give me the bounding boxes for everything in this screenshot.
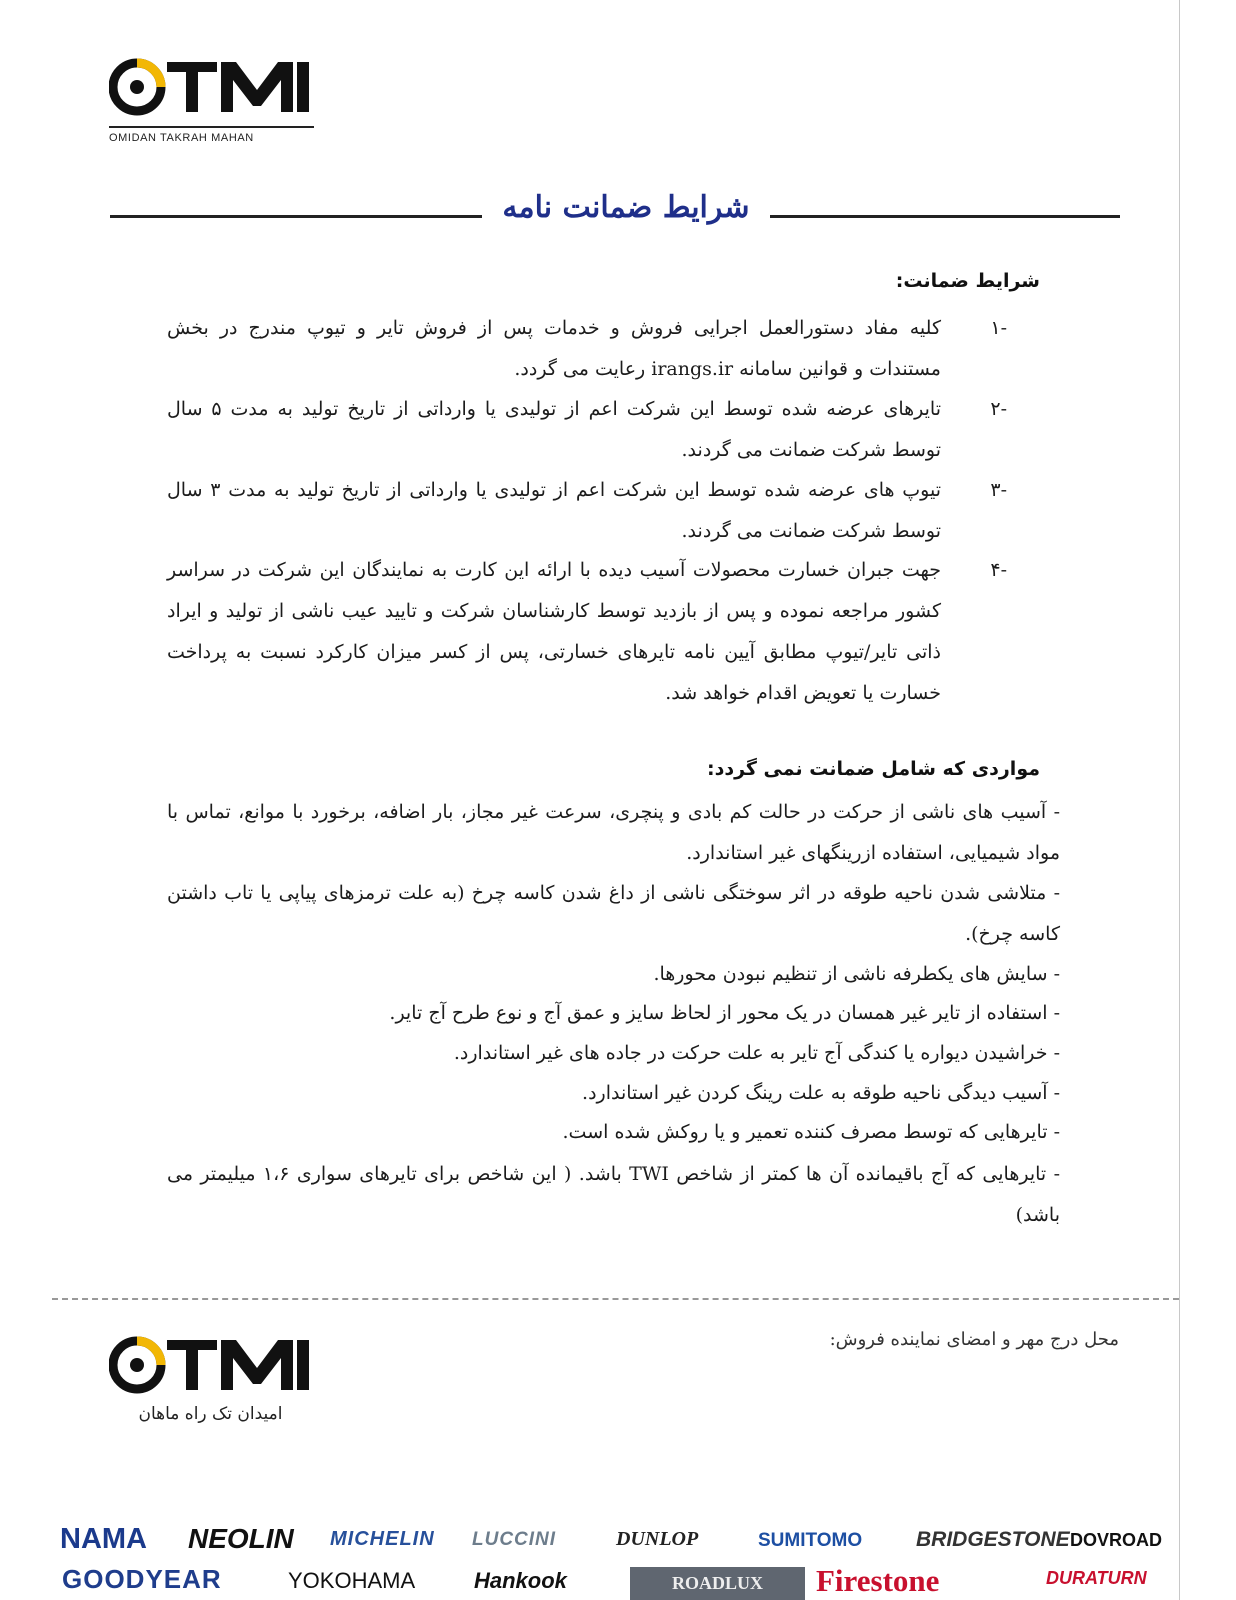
stamp-signature-label: محل درج مهر و امضای نماینده فروش: bbox=[829, 1329, 1119, 1350]
logo-caption: OMIDAN TAKRAH MAHAN bbox=[109, 126, 314, 144]
item-number: -۴ bbox=[990, 559, 1007, 581]
brand-logos-strip bbox=[60, 1525, 1180, 1600]
otm-logo-header bbox=[109, 56, 314, 148]
brand-bridgestone-logo: BRIDGESTONE bbox=[916, 1528, 1070, 1551]
brand-neolin-logo: NEOLIN bbox=[188, 1523, 294, 1554]
title-rule-right bbox=[770, 215, 1120, 218]
brand-yokohama-logo: YOKOHAMA bbox=[288, 1568, 416, 1593]
exclusion-item: - آسیب دیدگی ناحیه طوقه به علت رینگ کردن غیر استاندارد. bbox=[582, 1082, 1060, 1104]
exclusions-heading: مواردی که شامل ضمانت نمی گردد: bbox=[706, 758, 1040, 780]
exclusion-item: - متلاشی شدن ناحیه طوقه در اثر سوختگی ناشی از داغ شدن کاسه چرخ (به علت ترمزهای پیاپی یا تاب داشتن کاسه چرخ). bbox=[167, 882, 1060, 945]
warranty-heading: شرایط ضمانت: bbox=[895, 270, 1040, 292]
item-text: کلیه مفاد دستورالعمل اجرایی فروش و خدمات پس از فروش تایر و تیوپ مندرج در بخش مستندات و قوانین سامانه irangs.ir رعایت می گردد. bbox=[167, 317, 941, 380]
item-text: تیوپ های عرضه شده توسط این شرکت اعم از تولیدی یا وارداتی از تاریخ تولید به مدت ۳ سال توسط شرکت ضمانت می گردند. bbox=[167, 479, 941, 542]
brand-hankook-logo: Hankook bbox=[474, 1568, 567, 1593]
brand-sumitomo-logo: SUMITOMO bbox=[758, 1530, 863, 1551]
page-edge-rule bbox=[1179, 0, 1180, 1600]
brand-dovroad-logo: DOVROAD bbox=[1070, 1530, 1163, 1550]
logo-caption-persian: امیدان تک راه ماهان bbox=[138, 1404, 283, 1424]
brand-michelin-logo: MICHELIN bbox=[330, 1528, 435, 1550]
warranty-item bbox=[167, 470, 1007, 552]
otm-logo-mark bbox=[109, 56, 314, 122]
cut-line-divider bbox=[52, 1298, 1179, 1300]
item-text: جهت جبران خسارت محصولات آسیب دیده با ارائه این کارت به نمایندگان این شرکت در سراسر کشور مراجعه نموده و پس از بازدید توسط کارشناسان شرکت و تایید عیب ناشی از تولید و ایراد ذاتی تایر/تیوپ مطابق آیین نامه تایرهای خسارتی، پس از کسر میزان کارکرد نسبت به پرداخت خسارت یا تعویض اقدام خواهد شد. bbox=[167, 559, 941, 704]
exclusion-item: - تایرهایی که آج باقیمانده آن ها کمتر از شاخص TWI باشد. ( این شاخص برای تایرهای سواری ۱،۶ میلیمتر می باشد) bbox=[167, 1163, 1060, 1226]
warranty-item bbox=[167, 389, 1007, 471]
title-rule-left bbox=[110, 215, 482, 218]
item-text: تایرهای عرضه شده توسط این شرکت اعم از تولیدی یا وارداتی از تاریخ تولید به مدت ۵ سال توسط شرکت ضمانت می گردند. bbox=[167, 398, 941, 461]
warranty-item bbox=[167, 550, 1007, 714]
brand-firestone-logo: Firestone bbox=[816, 1563, 940, 1598]
otm-logo-mark bbox=[109, 1334, 314, 1400]
item-number: -۲ bbox=[990, 398, 1007, 420]
brand-dunlop-logo: DUNLOP bbox=[616, 1528, 699, 1550]
exclusion-item: - سایش های یکطرفه ناشی از تنظیم نبودن محورها. bbox=[653, 963, 1060, 985]
exclusion-item: - آسیب های ناشی از حرکت در حالت کم بادی و پنچری، سرعت غیر مجاز، بار اضافه، برخورد با موانع، تماس با مواد شیمیایی، استفاده ازرینگهای غیر استاندارد. bbox=[167, 801, 1060, 864]
exclusion-item: - خراشیدن دیواره یا کندگی آج تایر به علت حرکت در جاده های غیر استاندارد. bbox=[453, 1042, 1060, 1064]
brand-duraturn-logo: DURATURN bbox=[1046, 1568, 1147, 1588]
brand-nama-logo: NAMA bbox=[60, 1523, 147, 1555]
exclusion-item: - استفاده از تایر غیر همسان در یک محور از لحاظ سایز و عمق آج و نوع طرح آج تایر. bbox=[389, 1002, 1060, 1024]
brand-luccini-logo: LUCCINI bbox=[472, 1529, 557, 1550]
exclusion-item: - تایرهایی که توسط مصرف کننده تعمیر و یا روکش شده است. bbox=[562, 1121, 1060, 1143]
warranty-item bbox=[167, 308, 1007, 390]
item-number: -۱ bbox=[990, 317, 1007, 339]
document-title-row bbox=[110, 190, 1120, 242]
item-number: -۳ bbox=[990, 479, 1007, 501]
document-title: شرایط ضمانت نامه bbox=[502, 190, 750, 225]
otm-logo-footer bbox=[109, 1334, 314, 1424]
brand-roadlux-logo: ROADLUX bbox=[630, 1567, 805, 1600]
brand-goodyear-logo: GOODYEAR bbox=[62, 1564, 222, 1594]
